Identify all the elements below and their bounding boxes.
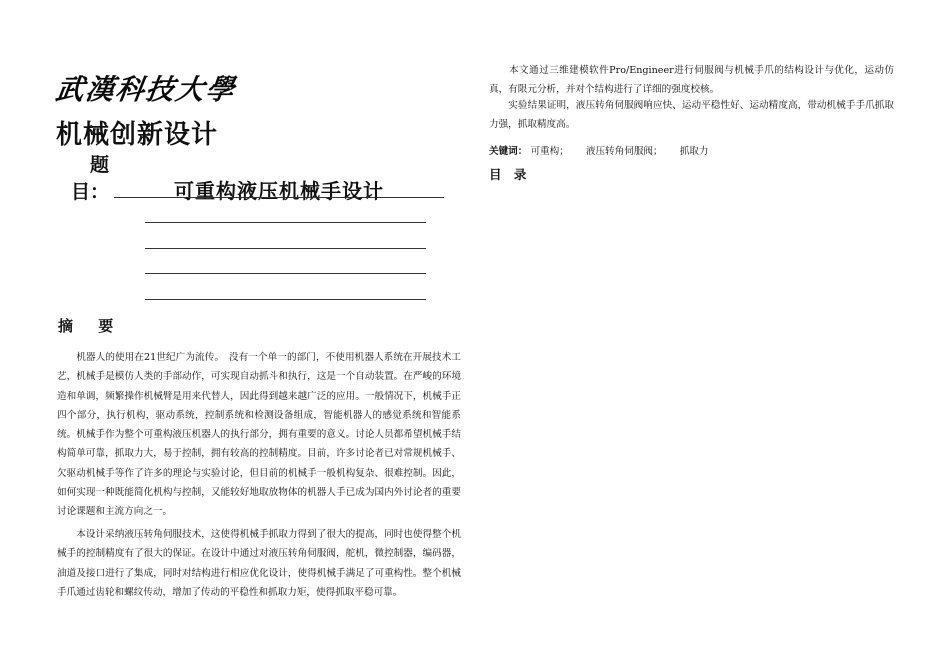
title-label-line1: 题 <box>90 154 110 176</box>
toc-heading: 目 录 <box>489 167 531 182</box>
course-title: 机械创新设计 <box>56 120 219 150</box>
blank-line-3 <box>145 273 426 274</box>
keyword: 抓取力 <box>679 146 709 157</box>
abstract-paragraph-3: 本文通过三维建模软件Pro/Engineer进行伺服阀与机械手爪的结构设计与优化，运动仿真，有限元分析，并对个结构进行了详细的强度校核。 <box>489 65 894 96</box>
keyword: 可重构； <box>530 146 569 157</box>
keyword: 液压转角伺服阀； <box>585 146 663 157</box>
abstract-paragraph-4: 实验结果证明，液压转角伺服阀响应快、运动平稳性好、运动精度高，带动机械手手爪抓取力强，抓取精度高。 <box>489 100 894 131</box>
abstract-heading: 摘 要 <box>58 317 124 335</box>
keywords-label: 关键词： <box>489 146 528 157</box>
thesis-title: 可重构液压机械手设计 <box>174 179 384 203</box>
university-logo: 武漢科技大學 <box>53 73 239 106</box>
abstract-paragraph-1: 机器人的使用在21世纪广为流传。 没有一个单一的部门，不使用机器人系统在开展技术工艺，机械手是模仿人类的手部动作，可实现自动抓斗和执行，这是一个自动装置。在严峻的环境造和单调，频繁操作机械臂是用来代替人，因此得到越来越广泛的应用。一般情况下，机械手正四个部分，执行机构，驱动系统，控制系统和检测设备组成，智能机器人的感觉系统和智能系统。机械手作为整个可重构液压机器人的执行部分，拥有重要的意义。讨论人员都希望机械手结构简单可靠，抓取力大，易于控制，拥有较高的控制精度。目前，许多讨论者已对常规机械手、欠驱动机械手等作了许多的理论与实验讨论，但目前的机械手一般机构复杂、很难控制。因此，如何实现一种既能简化机构与控制，又能较好地取放物体的机器人手已成为国内外讨论者的重要讨论课题和主流方向之一。 <box>57 352 461 518</box>
title-label-line2: 目： <box>71 181 110 203</box>
blank-line-1 <box>145 222 426 223</box>
blank-line-2 <box>145 248 426 249</box>
title-underline <box>114 197 444 198</box>
abstract-paragraph-2: 本设计采纳液压转角伺服技术，这使得机械手抓取力得到了很大的提高，同时也使得整个机械手的控制精度有了很大的保证。在设计中通过对液压转角伺服阀，舵机，微控制器，编码器，油道及接口进行了集成，同时对结构进行相应优化设计，使得机械手满足了可重构性。整个机械手爪通过齿轮和螺纹传动，增加了传动的平稳性和抓取力矩，使得抓取平稳可靠。 <box>57 529 461 598</box>
blank-line-4 <box>145 299 426 300</box>
keywords-line <box>489 143 722 157</box>
